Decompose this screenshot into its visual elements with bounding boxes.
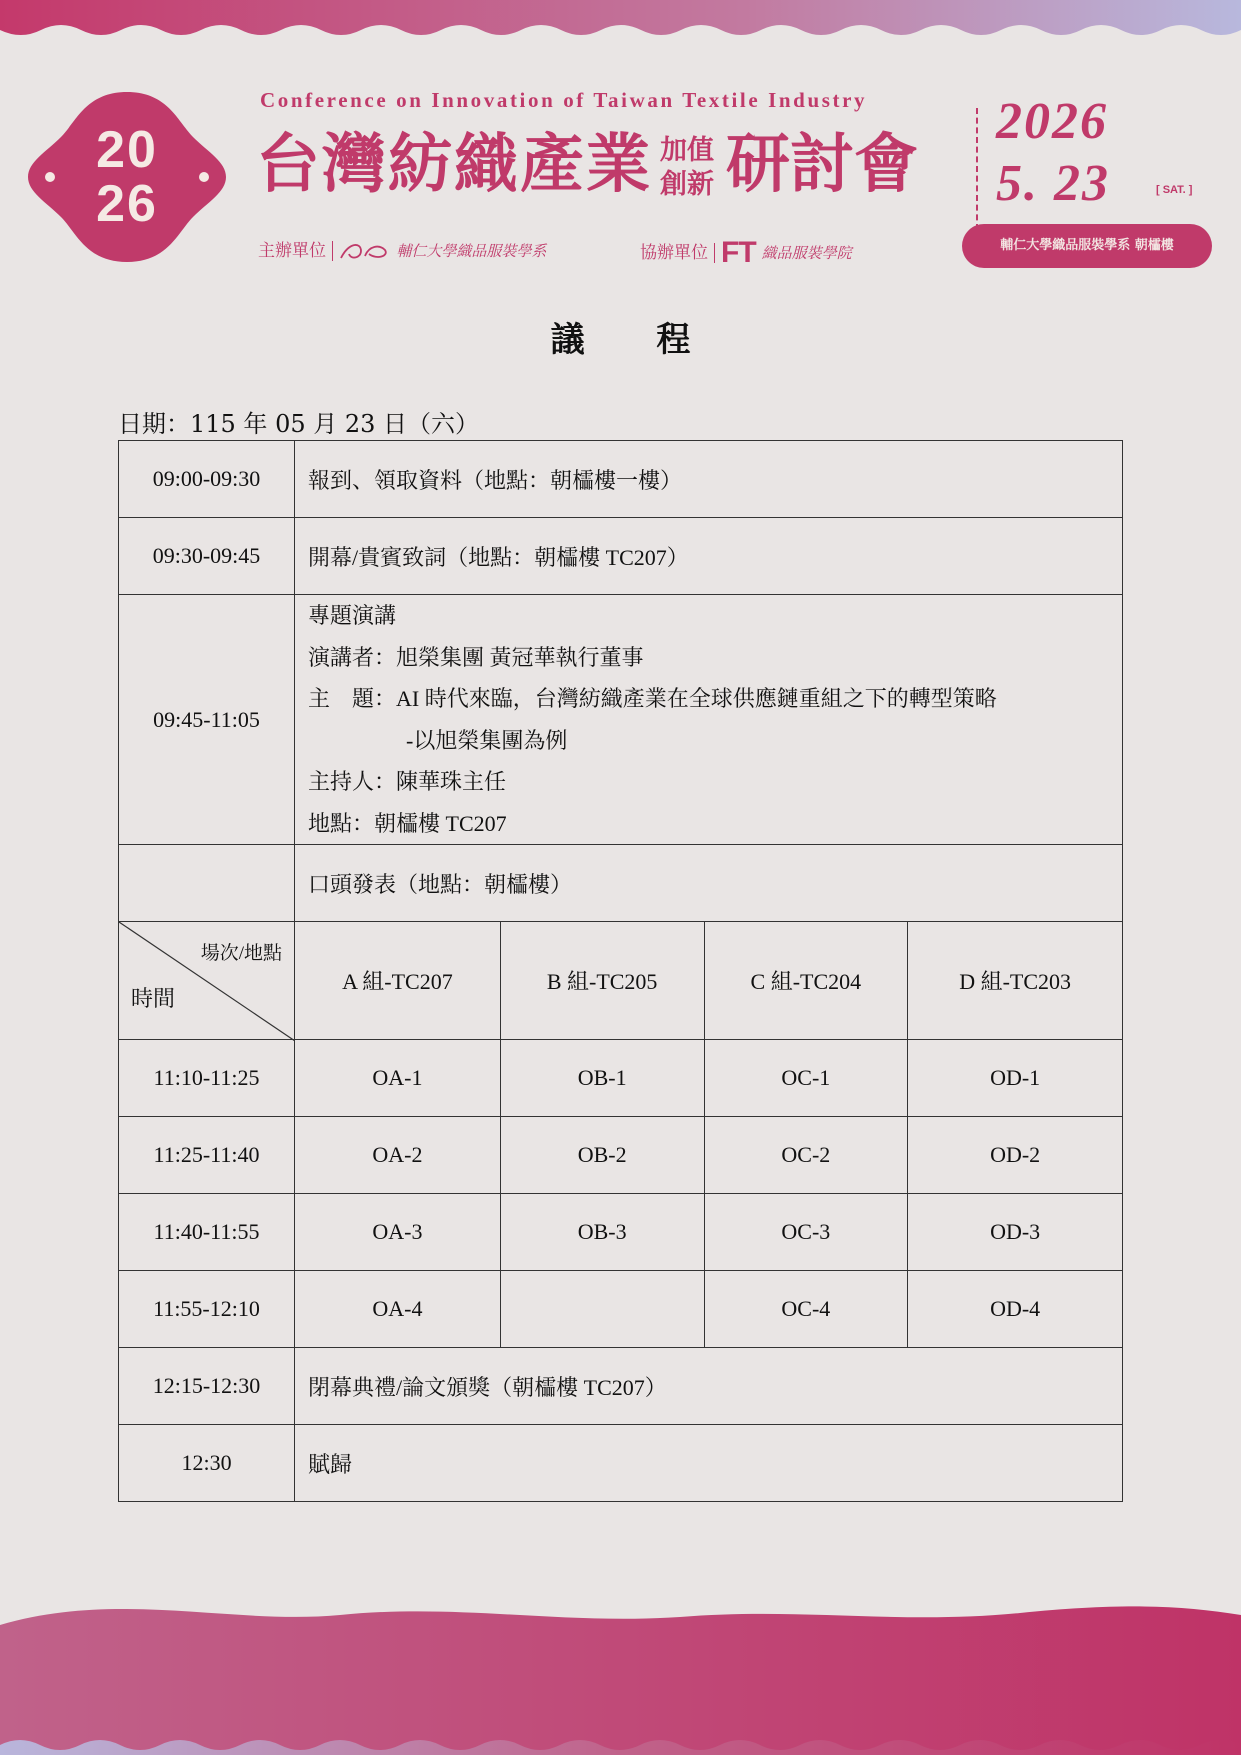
- session-cell: OC-4: [704, 1271, 908, 1348]
- conference-title-small: [657, 134, 717, 202]
- time-cell: 11:55-12:10: [119, 1271, 295, 1348]
- organizer: [258, 236, 546, 262]
- session-row: [119, 1194, 1123, 1271]
- co-organizer-label: 協辦單位: [640, 243, 708, 263]
- corner-label-time: 時間: [131, 986, 176, 1011]
- session-cell: OD-2: [908, 1117, 1123, 1194]
- time-cell: 11:10-11:25: [119, 1040, 295, 1117]
- organizer-name: 輔仁大學織品服裝學系: [396, 242, 547, 260]
- desc-cell: 賦歸: [295, 1425, 1123, 1502]
- event-year: 2026: [996, 93, 1108, 150]
- session-row: [119, 1271, 1123, 1348]
- session-cell: OC-3: [704, 1194, 908, 1271]
- divider: [332, 241, 333, 261]
- agenda-table: [118, 440, 1123, 1502]
- session-cell: OD-3: [908, 1194, 1123, 1271]
- conference-english-title: Conference on Innovation of Taiwan Textile Industry: [260, 88, 868, 112]
- keynote-speaker: 演講者：旭榮集團 黃冠華執行董事: [308, 644, 644, 670]
- oral-title-cell: 口頭發表（地點：朝櫺樓）: [295, 845, 1123, 922]
- time-cell: 12:15-12:30: [119, 1348, 295, 1425]
- conference-title-end: 研討會: [726, 128, 918, 202]
- organizer-logo-icon: [339, 240, 391, 262]
- conference-title: 台灣紡織產業: [256, 128, 652, 202]
- badge-year-bottom: 26: [96, 175, 158, 233]
- session-cell: [500, 1271, 704, 1348]
- time-cell: 09:45-11:05: [119, 595, 295, 845]
- keynote-topic-cont: -以旭榮集團為例: [406, 727, 568, 753]
- desc-cell: 閉幕典禮/論文頒獎（朝櫺樓 TC207）: [295, 1348, 1123, 1425]
- table-row: [119, 1425, 1123, 1502]
- session-cell: OC-1: [704, 1040, 908, 1117]
- agenda-title: 議 程: [550, 320, 721, 360]
- top-wave-decoration: [0, 0, 1241, 44]
- group-header: D 組-TC203: [908, 922, 1123, 1040]
- session-cell: OA-2: [295, 1117, 501, 1194]
- event-weekday: [ SAT. ]: [1156, 184, 1193, 196]
- keynote-location: 地點：朝櫺樓 TC207: [308, 810, 507, 836]
- agenda-date: 日期：115 年 05 月 23 日（六）: [118, 410, 480, 438]
- corner-header-cell: [119, 922, 295, 1040]
- group-header: A 組-TC207: [295, 922, 501, 1040]
- time-cell: 12:30: [119, 1425, 295, 1502]
- time-cell: 11:25-11:40: [119, 1117, 295, 1194]
- table-row: [119, 518, 1123, 595]
- keynote-topic: 主 題：AI 時代來臨，台灣紡織產業在全球供應鏈重組之下的轉型策略: [308, 686, 997, 711]
- session-cell: OA-1: [295, 1040, 501, 1117]
- table-row: [119, 441, 1123, 518]
- oral-header-row: [119, 922, 1123, 1040]
- corner-label-session: 場次/地點: [200, 943, 283, 964]
- keynote-title: 專題演講: [308, 603, 397, 628]
- session-cell: OB-3: [500, 1194, 704, 1271]
- keynote-cell: [295, 595, 1123, 845]
- co-organizer-name: 織品服裝學院: [761, 244, 852, 262]
- venue-badge: 輔仁大學織品服裝學系 朝櫺樓: [962, 224, 1212, 268]
- co-organizer: [640, 236, 852, 270]
- session-row: [119, 1040, 1123, 1117]
- session-cell: OA-4: [295, 1271, 501, 1348]
- badge-year-top: 20: [96, 121, 158, 179]
- time-cell: 11:40-11:55: [119, 1194, 295, 1271]
- title-small-line-1: 加值: [660, 135, 714, 166]
- keynote-host: 主持人：陳華珠主任: [308, 769, 507, 794]
- desc-cell: 報到、領取資料（地點：朝櫺樓一樓）: [295, 441, 1123, 518]
- divider: [714, 243, 715, 263]
- year-badge: [28, 92, 226, 262]
- title-small-line-2: 創新: [660, 169, 714, 200]
- session-cell: OD-1: [908, 1040, 1123, 1117]
- keynote-row: [119, 595, 1123, 845]
- bottom-wave-decoration: [0, 1595, 1241, 1755]
- time-cell: 09:30-09:45: [119, 518, 295, 595]
- group-header: B 組-TC205: [500, 922, 704, 1040]
- table-row: [119, 845, 1123, 922]
- session-cell: OB-2: [500, 1117, 704, 1194]
- session-cell: OB-1: [500, 1040, 704, 1117]
- session-cell: OA-3: [295, 1194, 501, 1271]
- table-row: [119, 1348, 1123, 1425]
- session-cell: OC-2: [704, 1117, 908, 1194]
- organizer-label: 主辦單位: [258, 241, 326, 261]
- time-cell: 09:00-09:30: [119, 441, 295, 518]
- ft-logo: FT: [721, 236, 756, 269]
- header-divider: [976, 108, 978, 230]
- session-cell: OD-4: [908, 1271, 1123, 1348]
- session-row: [119, 1117, 1123, 1194]
- event-month-day: 5. 23: [996, 155, 1110, 212]
- desc-cell: 開幕/貴賓致詞（地點：朝櫺樓 TC207）: [295, 518, 1123, 595]
- group-header: C 組-TC204: [704, 922, 908, 1040]
- time-cell: [119, 845, 295, 922]
